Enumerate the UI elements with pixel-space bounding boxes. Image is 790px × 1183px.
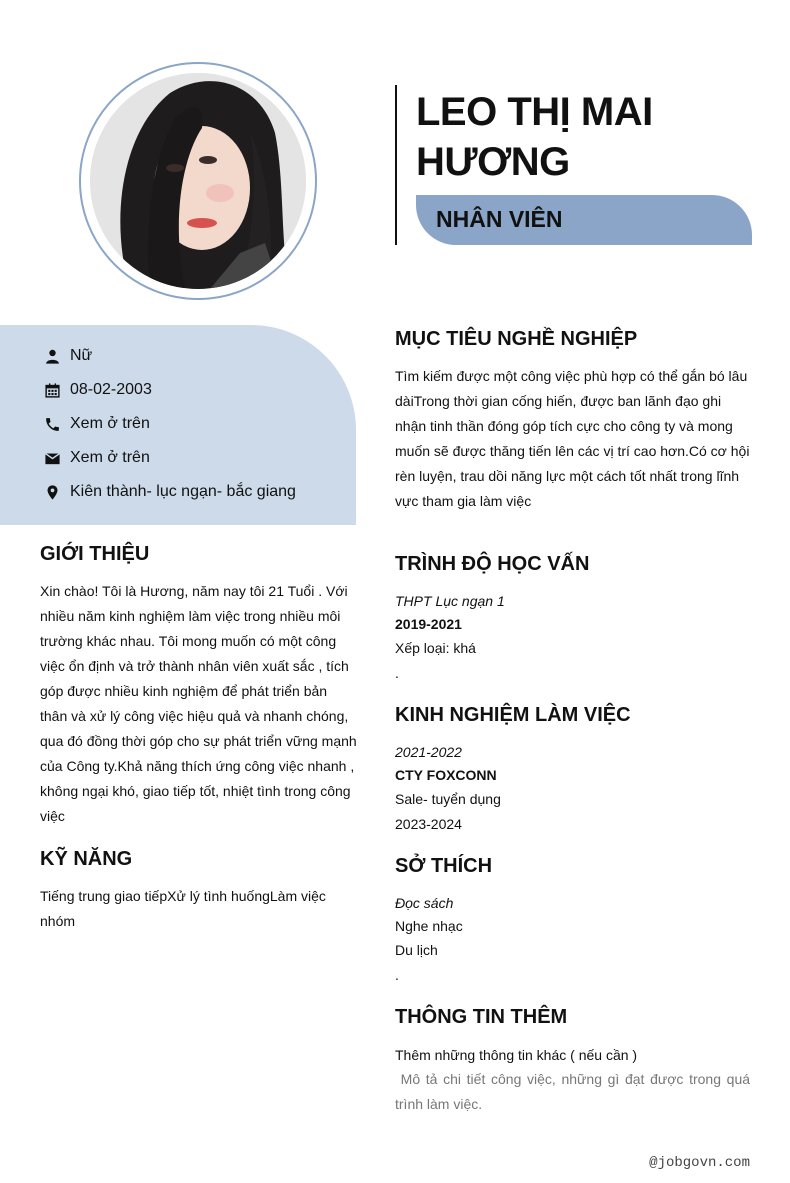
more-info-line2: Mô tả chi tiết công việc, những gì đạt được trong quá trình làm việc. — [395, 1071, 754, 1112]
skills-title: KỸ NĂNG — [40, 848, 133, 870]
contact-email — [44, 447, 150, 469]
contact-phone — [44, 413, 150, 435]
birthday-text: 08-02-2003 — [70, 381, 152, 398]
candidate-name: LEO THỊ MAI HƯƠNG — [416, 90, 653, 184]
hobby-item: Du lịch — [395, 942, 438, 958]
experience-period2: 2023-2024 — [395, 816, 462, 832]
hobbies-title: SỞ THÍCH — [395, 855, 493, 877]
education-school: THPT Lục ngạn 1 — [395, 593, 505, 609]
hobby-item: Nghe nhạc — [395, 918, 463, 934]
address-text: Kiên thành- lục ngạn- bắc giang — [70, 483, 296, 500]
person-icon — [44, 348, 61, 365]
phone-icon — [44, 416, 61, 433]
email-text: Xem ở trên — [70, 449, 150, 466]
experience-role: Sale- tuyển dụng — [395, 791, 501, 807]
intro-text: Xin chào! Tôi là Hương, năm nay tôi 21 Tuổi . Với nhiều năm kinh nghiệm làm việc trong nhiều môi trường khác nhau. Tôi mong muốn có một công việc ổn định và trở thành nhân viên xuất sắc , tích góp được nhiều kinh nghiệm để phát triển bản thân và xử lý công việc hiệu quả và nhanh chóng, qua đó đồng thời góp cho sự phát triển vững mạnh của Công ty.Khả năng thích ứng công việc nhanh , không ngại khó, giao tiếp tốt, nhiệt tình trong công việc — [40, 583, 357, 824]
education-title: TRÌNH ĐỘ HỌC VẤN — [395, 553, 590, 575]
hobby-item: . — [395, 967, 399, 983]
email-icon — [44, 450, 61, 467]
position-badge — [416, 195, 752, 245]
experience-title: KINH NGHIỆM LÀM VIỆC — [395, 704, 631, 726]
intro-title: GIỚI THIỆU — [40, 543, 150, 565]
profile-photo-icon — [90, 73, 306, 289]
experience-period: 2021-2022 — [395, 744, 462, 760]
avatar — [90, 73, 306, 289]
location-icon — [44, 484, 61, 501]
more-info-line1: Thêm những thông tin khác ( nếu cần ) — [395, 1047, 638, 1063]
contact-panel — [0, 325, 356, 525]
education-grade: Xếp loại: khá — [395, 640, 476, 656]
education-years: 2019-2021 — [395, 616, 462, 632]
skills-text: Tiếng trung giao tiếpXử lý tình huốngLàm việc nhóm — [40, 888, 326, 929]
calendar-icon — [44, 382, 61, 399]
contact-birthday — [44, 379, 152, 401]
header — [395, 85, 755, 245]
more-info-title: THÔNG TIN THÊM — [395, 1006, 568, 1028]
experience-company: CTY FOXCONN — [395, 767, 497, 783]
phone-text: Xem ở trên — [70, 415, 150, 432]
watermark: @jobgovn.com — [649, 1155, 750, 1171]
avatar-ring — [79, 62, 317, 300]
objective-title: MỤC TIÊU NGHỀ NGHIỆP — [395, 328, 638, 350]
education-extra: . — [395, 665, 399, 681]
contact-address — [44, 481, 296, 503]
position-label: NHÂN VIÊN — [436, 206, 563, 232]
contact-gender — [44, 345, 92, 367]
gender-text: Nữ — [70, 347, 93, 364]
hobby-item: Đọc sách — [395, 895, 454, 911]
objective-text: Tìm kiếm được một công việc phù hợp có thể gắn bó lâu dàiTrong thời gian cống hiến, được ban lãnh đạo ghi nhận tinh thần đóng góp tích cực cho công ty và mong muốn sẽ được thăng tiến lên các vị trí cao hơn.Có cơ hội rèn luyện, trau dồi năng lực một cách tốt nhất trong lĩnh vực tham gia làm việc — [395, 368, 750, 509]
